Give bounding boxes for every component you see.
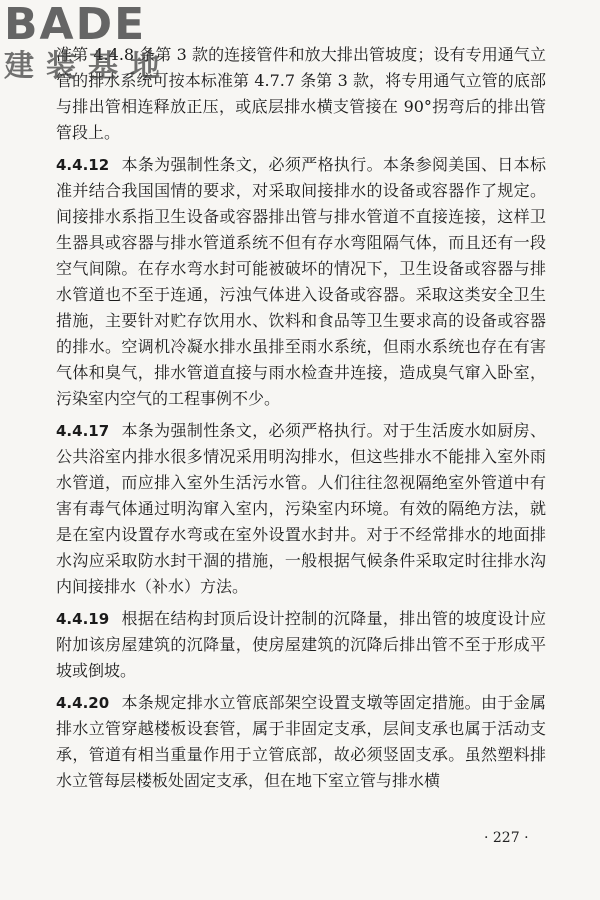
- watermark-logo: [4, 2, 184, 97]
- section-number: 4.4.12: [56, 156, 110, 174]
- section-text: 本条规定排水立管底部架空设置支墩等固定措施。由于金属排水立管穿越楼板设套管，属于非固定支承，层间支承也属于活动支承，管道有相当重量作用于立管底部，故必须竖固支承。虽然塑料排水立管每层楼板处固定支承，但在地下室立管与排水横: [56, 693, 546, 790]
- section-number: 4.4.19: [56, 610, 110, 628]
- watermark-brand-latin: BADE: [4, 0, 147, 50]
- section-number: 4.4.20: [56, 694, 110, 712]
- document-page: [56, 42, 546, 794]
- section-number: 4.4.17: [56, 422, 110, 440]
- section-4-4-17: [56, 418, 546, 600]
- section-text: 本条为强制性条文，必须严格执行。本条参阅美国、日本标准并结合我国国情的要求，对采取间接排水的设备或容器作了规定。间接排水系指卫生设备或容器排出管与排水管道不直接连接，这样卫生器具或容器与排水管道系统不但有存水弯阻隔气体，而且还有一段空气间隙。在存水弯水封可能被破坏的情况下，卫生设备或容器与排水管道也不至于连通，污浊气体进入设备或容器。采取这类安全卫生措施，主要针对贮存饮用水、饮料和食品等卫生要求高的设备或容器的排水。空调机冷凝水排水虽排至雨水系统，但雨水系统也存在有害气体和臭气，排水管道直接与雨水检查井连接，造成臭气窜入卧室，污染室内空气的工程事例不少。: [56, 155, 546, 408]
- continuation-paragraph: 准第 4.4.8 条第 3 款的连接管件和放大排出管坡度；设有专用通气立管的排水系统可按本标准第 4.7.7 条第 3 款，将专用通气立管的底部与排出管相连释放正压，或底层排水横支管接在 90°拐弯后的排出管管段上。: [56, 45, 546, 142]
- page-number: · 227 ·: [484, 830, 529, 846]
- section-4-4-12: [56, 152, 546, 412]
- watermark-brand-cn: 建装基地: [4, 49, 172, 84]
- section-4-4-19: [56, 606, 546, 684]
- section-4-4-20: [56, 690, 546, 794]
- section-text: 本条为强制性条文，必须严格执行。对于生活废水如厨房、公共浴室内排水很多情况采用明沟排水，但这些排水不能排入室外雨水管道，而应排入室外生活污水管。人们往往忽视隔绝室外管道中有害有毒气体通过明沟窜入室内，污染室内环境。有效的隔绝方法，就是在室内设置存水弯或在室外设置水封井。对于不经常排水的地面排水沟应采取防水封干涸的措施，一般根据气候条件采取定时往排水沟内间接排水（补水）方法。: [56, 421, 546, 596]
- section-text: 根据在结构封顶后设计控制的沉降量，排出管的坡度设计应附加该房屋建筑的沉降量，使房屋建筑的沉降后排出管不至于形成平坡或倒坡。: [56, 609, 546, 680]
